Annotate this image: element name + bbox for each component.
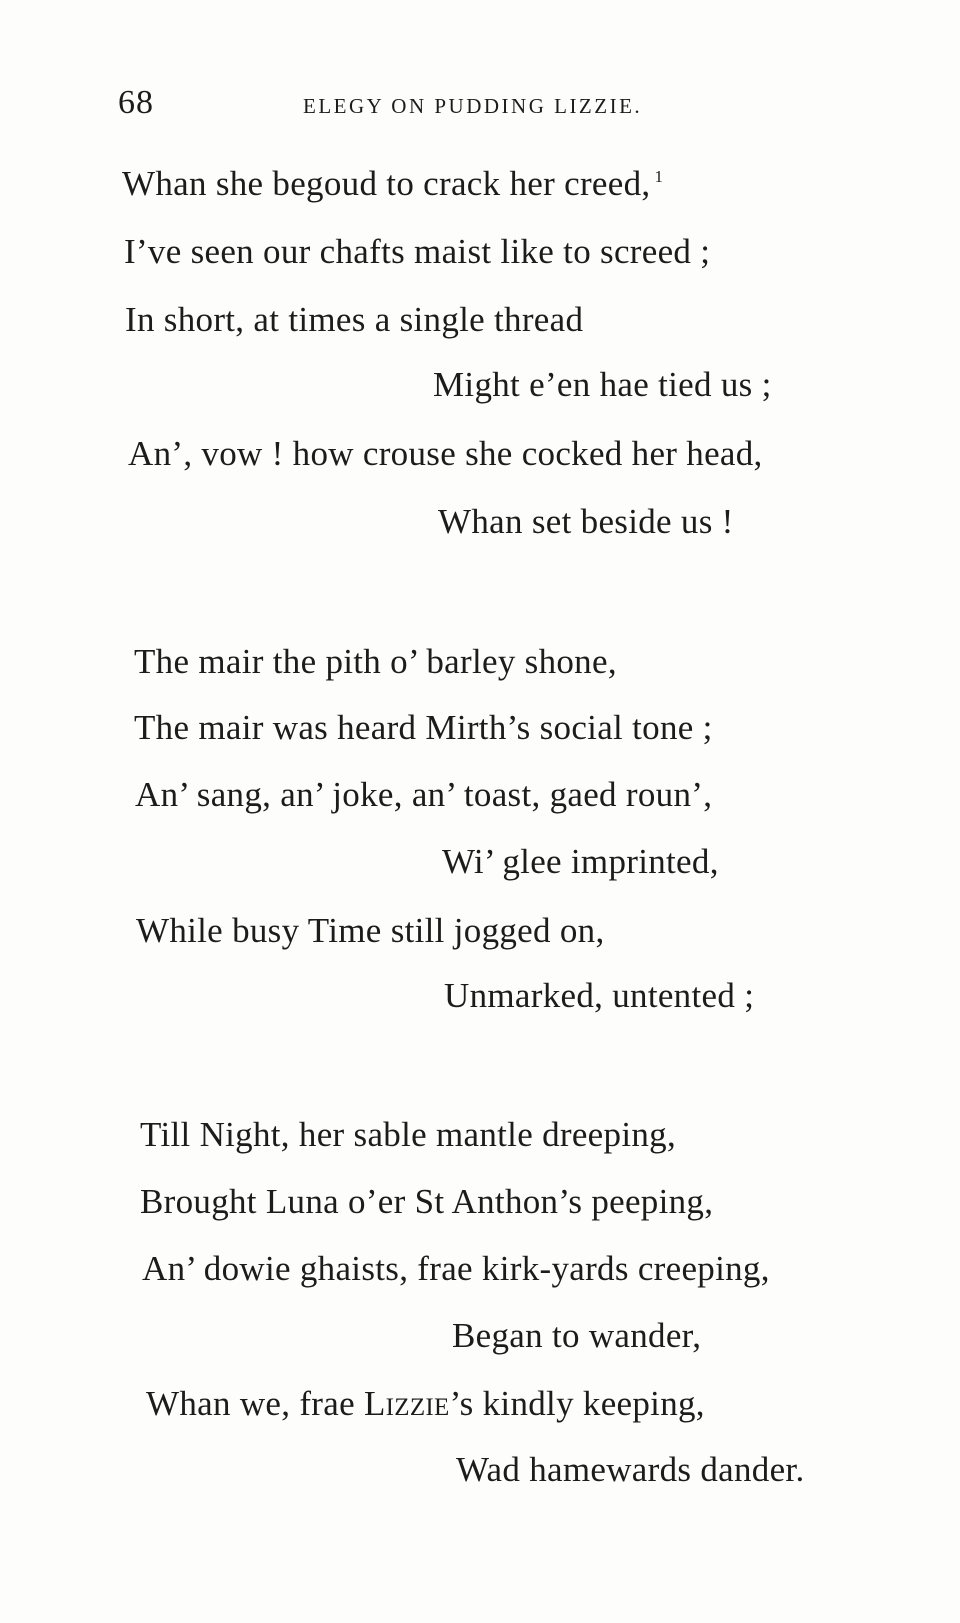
poem-line: The mair was heard Mirth’s social tone ; [134,708,713,747]
footnote-marker: 1 [654,167,664,187]
poem-line: I’ve seen our chafts maist like to screed ; [124,232,711,271]
poem-line: Whan she begoud to crack her creed, $^1$ [122,164,664,203]
name-small-caps: Lizzie [363,1384,450,1423]
poem-line: While busy Time still jogged on, [136,911,605,950]
poem-line: Brought Luna o’er St Anthon’s peeping, [140,1182,714,1221]
poem-line: Whan we, frae Lizzie’s kindly keeping, [146,1384,705,1423]
poem-line-indented: Whan set beside us ! [438,502,734,541]
poem-line-indented: Began to wander, [452,1316,702,1355]
poem-line: Till Night, her sable mantle dreeping, [140,1115,676,1154]
running-head: ELEGY ON PUDDING LIZZIE. [303,94,643,118]
poem-line: An’ dowie ghaists, frae kirk-yards creeping, [142,1249,770,1288]
poem-line: An’, vow ! how crouse she cocked her head, [128,434,763,473]
page-header [118,84,818,128]
poem-line: In short, at times a single thread [125,300,584,339]
poem-line-indented: Wi’ glee imprinted, [442,842,719,881]
poem-line: An’ sang, an’ joke, an’ toast, gaed roun’, [135,775,713,814]
poem-line-indented: Might e’en hae tied us ; [433,365,772,404]
page-number: 68 [118,84,154,121]
poem-line-indented: Unmarked, untented ; [444,976,755,1015]
poem-line-indented: Wad hamewards dander. [456,1450,805,1489]
poem-line: The mair the pith o’ barley shone, [134,642,617,681]
